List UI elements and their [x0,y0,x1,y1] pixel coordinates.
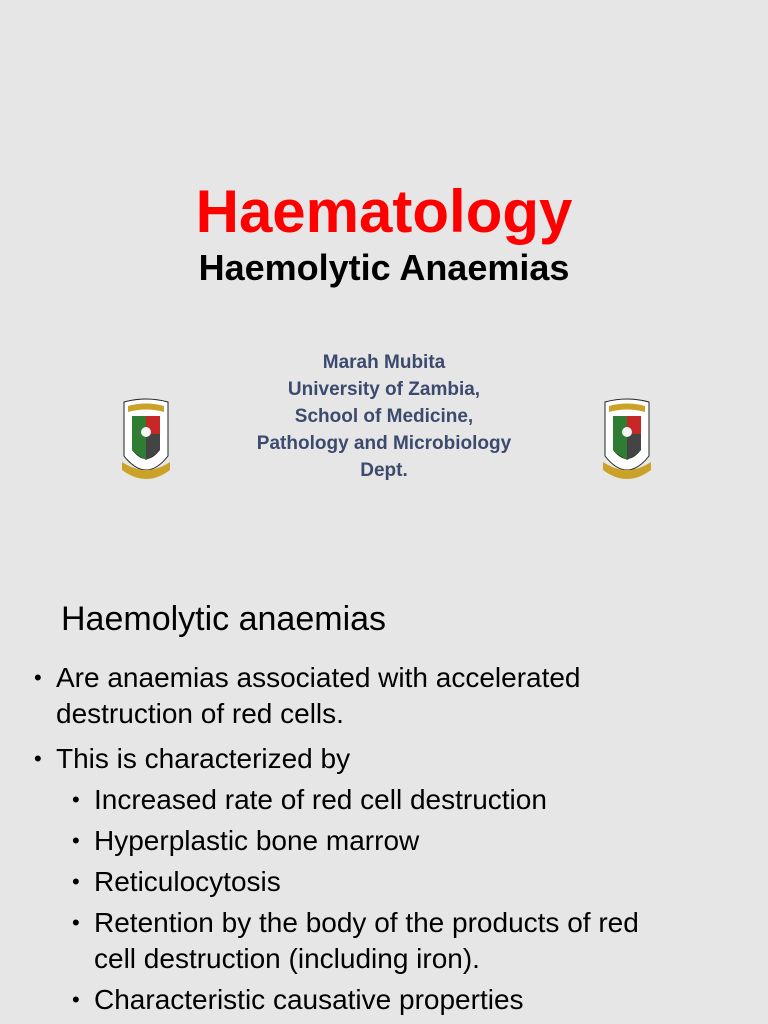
bullet-text-line: Reticulocytosis [94,866,281,897]
sub-bullet-item [72,905,692,977]
bullet-item [34,741,694,777]
university-crest-icon [116,398,176,488]
bullet-marker: • [34,746,42,771]
slide-heading: Haemolytic anaemias [61,600,387,638]
bullet-text-line: destruction of red cells. [56,698,344,729]
slide-subtitle: Haemolytic Anaemias [198,247,570,288]
author-affiliation-dept: Dept. [360,460,408,481]
university-crest-icon [597,398,657,488]
sub-bullet-item [72,864,692,900]
sub-bullet-item [72,823,692,859]
bullet-text-line: Are anaemias associated with accelerated [56,662,581,693]
bullet-text-line: Increased rate of red cell destruction [94,784,547,815]
bullet-text-line: cell destruction (including iron). [94,943,480,974]
bullet-text-line: Hyperplastic bone marrow [94,825,420,856]
author-affiliation-school: School of Medicine, [294,406,474,427]
bullet-marker: • [72,828,80,853]
author-affiliation-university: University of Zambia, [287,379,481,400]
bullet-marker: • [72,910,80,935]
sub-bullet-item [72,782,692,818]
bullet-marker: • [72,869,80,894]
bullet-item [34,660,694,732]
author-info [184,349,584,484]
author-affiliation-department: Pathology and Microbiology [256,433,512,454]
slide-title: Haematology [195,178,573,245]
bullet-marker: • [34,665,42,690]
content-slide [0,576,768,1024]
sub-bullet-item [72,982,692,1018]
author-name: Marah Mubita [322,352,446,373]
bullet-text-line: Retention by the body of the products of red [94,907,639,938]
bullet-text-line: This is characterized by [56,743,351,774]
bullet-marker: • [72,987,80,1012]
bullet-text-line: Characteristic causative properties [94,984,524,1015]
bullet-marker: • [72,787,80,812]
